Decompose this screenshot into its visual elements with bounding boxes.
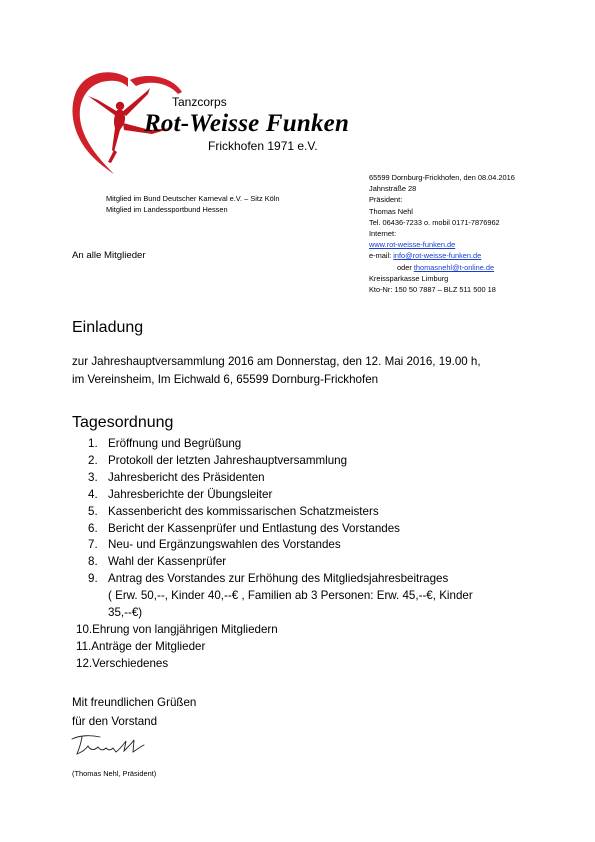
agenda-item: 1. Eröffnung und Begrüßung [88,437,242,450]
invitation-line-1: zur Jahreshauptversammlung 2016 am Donnerstag, den 12. Mai 2016, 19.00 h, [72,355,481,368]
logo-line-location: Frickhofen 1971 e.V. [208,139,318,153]
bank-account: Kto-Nr: 150 50 7887 – BLZ 511 500 18 [369,285,496,295]
membership-lsb: Mitglied im Landessportbund Hessen [106,205,228,215]
closing-on-behalf: für den Vorstand [72,715,158,728]
email-link-info[interactable]: info@rot-weisse-funken.de [393,251,482,261]
president-name: Thomas Nehl [369,206,413,216]
club-logo [68,70,350,176]
agenda-item: 8. Wahl der Kassenprüfer [88,555,227,569]
agenda-title: Tagesordnung [72,414,174,431]
agenda-item: 9. Antrag des Vorstandes zur Erhöhung des Mitgliedsjahresbeitrages ( Erw. 50,--, Kinder 40,--€ , Familien ab 3 Personen: Erw. 45,--€, Kinder 35,--€) [88,571,473,622]
bank-name: Kreissparkasse Limburg [369,273,449,283]
closing [72,693,196,731]
agenda-item: 10.Ehrung von langjährigen Mitgliedern [76,622,278,636]
handwritten-signature [70,731,148,757]
internet-label: Internet: [369,229,397,239]
invitation-line-2: im Vereinsheim, Im Eichwald 6, 65599 Dornburg-Frickhofen [72,373,379,386]
closing-greeting: Mit freundlichen Grüßen [72,696,197,709]
place-date: 65599 Dornburg-Frickhofen, den 08.04.2016 [369,173,515,182]
agenda-item: 4. Jahresberichte der Übungsleiter [88,487,273,501]
membership-bdk: Mitglied im Bund Deutscher Karneval e.V. – Sitz Köln [106,194,280,203]
recipient: An alle Mitglieder [72,250,146,261]
phone: Tel. 06436-7233 o. mobil 0171-7876962 [369,217,500,227]
logo-line-tanzcorps: Tanzcorps [172,95,227,109]
agenda-item: 5. Kassenbericht des kommissarischen Schatzmeisters [88,504,379,518]
email-label: e-mail: [369,251,392,261]
agenda-list [76,436,473,673]
logo-line-club-name: Rot-Weisse Funken [144,110,350,137]
email-link-president[interactable]: thomasnehl@t-online.de [413,262,495,272]
page-title: Einladung [72,319,144,336]
agenda-item: 11.Anträge der Mitglieder [76,639,206,653]
or-label: oder [397,262,412,272]
agenda-item-detail: ( Erw. 50,--, Kinder 40,--€ , Familien ab 3 Personen: Erw. 45,--€, Kinder [108,589,473,603]
website-link[interactable]: www.rot-weisse-funken.de [369,240,456,250]
signature-name: (Thomas Nehl, Präsident) [72,769,157,778]
agenda-item-detail: 35,--€) [108,606,143,620]
agenda-item: 3. Jahresbericht des Präsidenten [88,470,265,484]
invitation-text [72,353,481,389]
street-address: Jahnstraße 28 [369,184,417,194]
membership-block [106,193,280,215]
agenda-item: 6. Bericht der Kassenprüfer und Entlastung des Vorstandes [88,521,400,535]
role-label: Präsident: [369,195,403,205]
contact-block [369,172,515,295]
agenda-item: 2. Protokoll der letzten Jahreshauptversammlung [88,453,348,467]
agenda-item: 7. Neu- und Ergänzungswahlen des Vorstandes [88,538,341,552]
agenda-item: 12.Verschiedenes [76,656,169,670]
